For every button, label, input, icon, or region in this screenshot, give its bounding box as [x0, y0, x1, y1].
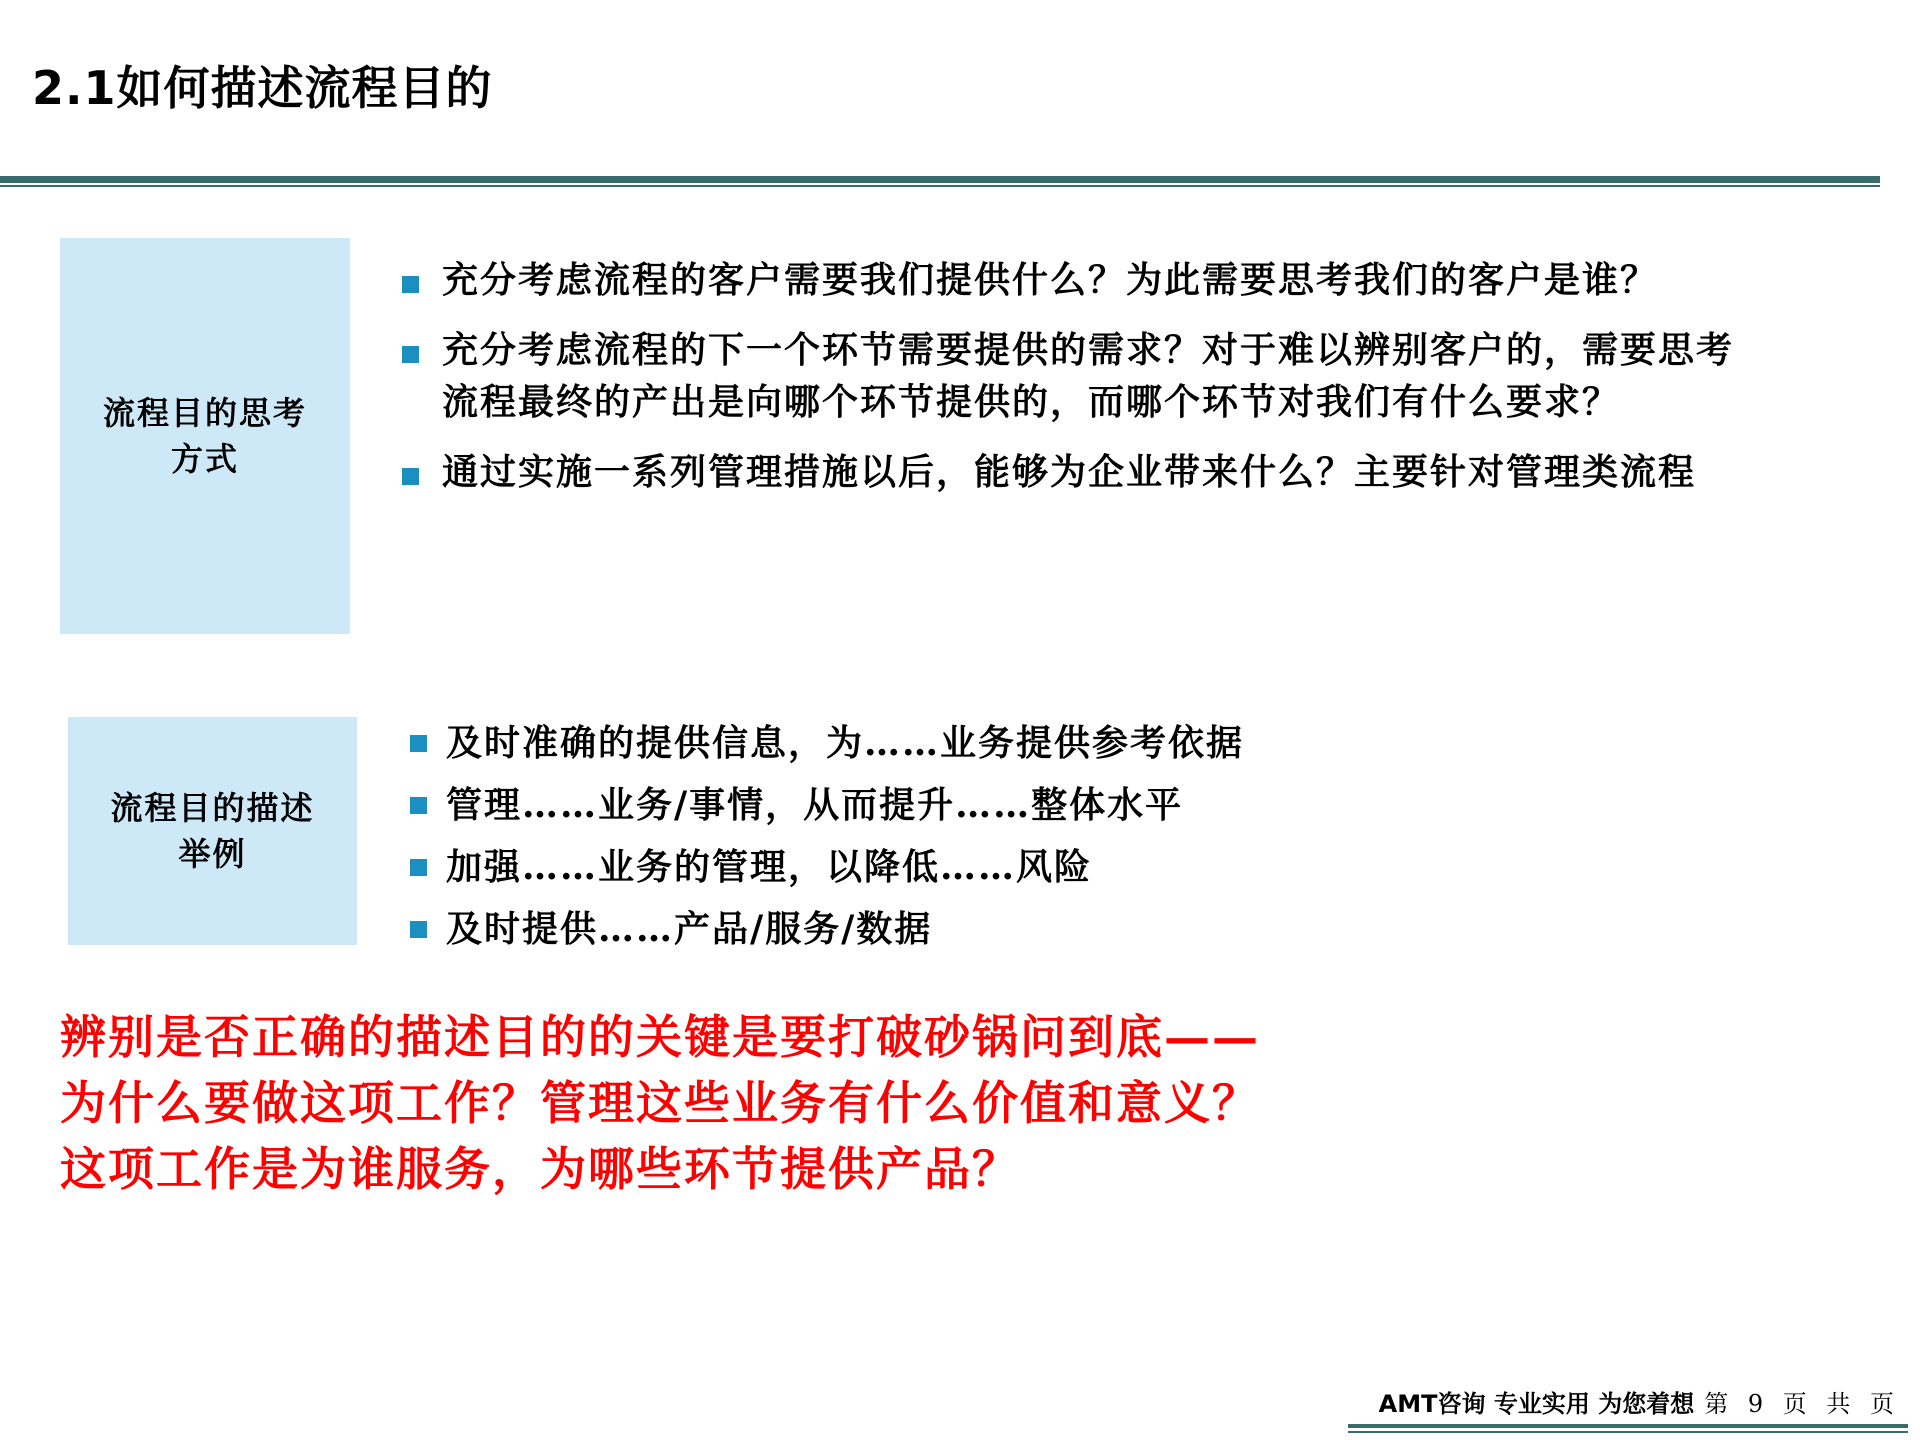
- list-item-text: 及时准确的提供信息，为……业务提供参考依据: [446, 722, 1245, 764]
- key-message-line: 为什么要做这项工作？管理这些业务有什么价值和意义？: [60, 1076, 1260, 1130]
- list-item: [402, 446, 1742, 498]
- square-bullet-icon: [410, 859, 427, 876]
- list-item: [410, 898, 1510, 960]
- page-number: 第 9 页 共 页: [1704, 1390, 1900, 1418]
- list-item: [402, 324, 1742, 428]
- list-item: [410, 774, 1510, 836]
- list-item-text: 加强……业务的管理，以降低……风险: [446, 846, 1093, 888]
- thinking-label: 流程目的思考 方式: [102, 394, 307, 478]
- list-item-text: 及时提供……产品/服务/数据: [446, 908, 933, 950]
- examples-list: [410, 712, 1510, 960]
- footer-brand: AMT咨询 专业实用 为您着想: [1378, 1390, 1695, 1418]
- key-message-line: 这项工作是为谁服务，为哪些环节提供产品？: [60, 1142, 1020, 1196]
- thinking-label-box: [60, 238, 350, 634]
- list-item: [410, 836, 1510, 898]
- square-bullet-icon: [410, 797, 427, 814]
- square-bullet-icon: [402, 346, 419, 363]
- key-message-line: 辨别是否正确的描述目的的关键是要打破砂锅问到底——: [60, 1010, 1260, 1064]
- page-title: 2.1如何描述流程目的: [32, 61, 493, 115]
- square-bullet-icon: [402, 276, 419, 293]
- header-divider: [0, 176, 1880, 188]
- list-item: [402, 254, 1742, 306]
- examples-label: 流程目的描述 举例: [110, 789, 315, 873]
- square-bullet-icon: [402, 468, 419, 485]
- thinking-list: [402, 254, 1742, 516]
- list-item-text: 通过实施一系列管理措施以后，能够为企业带来什么？主要针对管理类流程: [442, 451, 1697, 493]
- key-message: [60, 1004, 1480, 1202]
- square-bullet-icon: [410, 921, 427, 938]
- footer: [1379, 1388, 1900, 1420]
- list-item: [410, 712, 1510, 774]
- examples-label-box: [68, 717, 357, 945]
- list-item-text: 充分考虑流程的下一个环节需要提供的需求？对于难以辨别客户的，需要思考流程最终的产出是向哪个环节提供的，而哪个环节对我们有什么要求？: [442, 329, 1735, 423]
- list-item-text: 充分考虑流程的客户需要我们提供什么？为此需要思考我们的客户是谁？: [442, 259, 1659, 301]
- footer-divider: [1348, 1424, 1908, 1434]
- list-item-text: 管理……业务/事情，从而提升……整体水平: [446, 784, 1184, 826]
- square-bullet-icon: [410, 735, 427, 752]
